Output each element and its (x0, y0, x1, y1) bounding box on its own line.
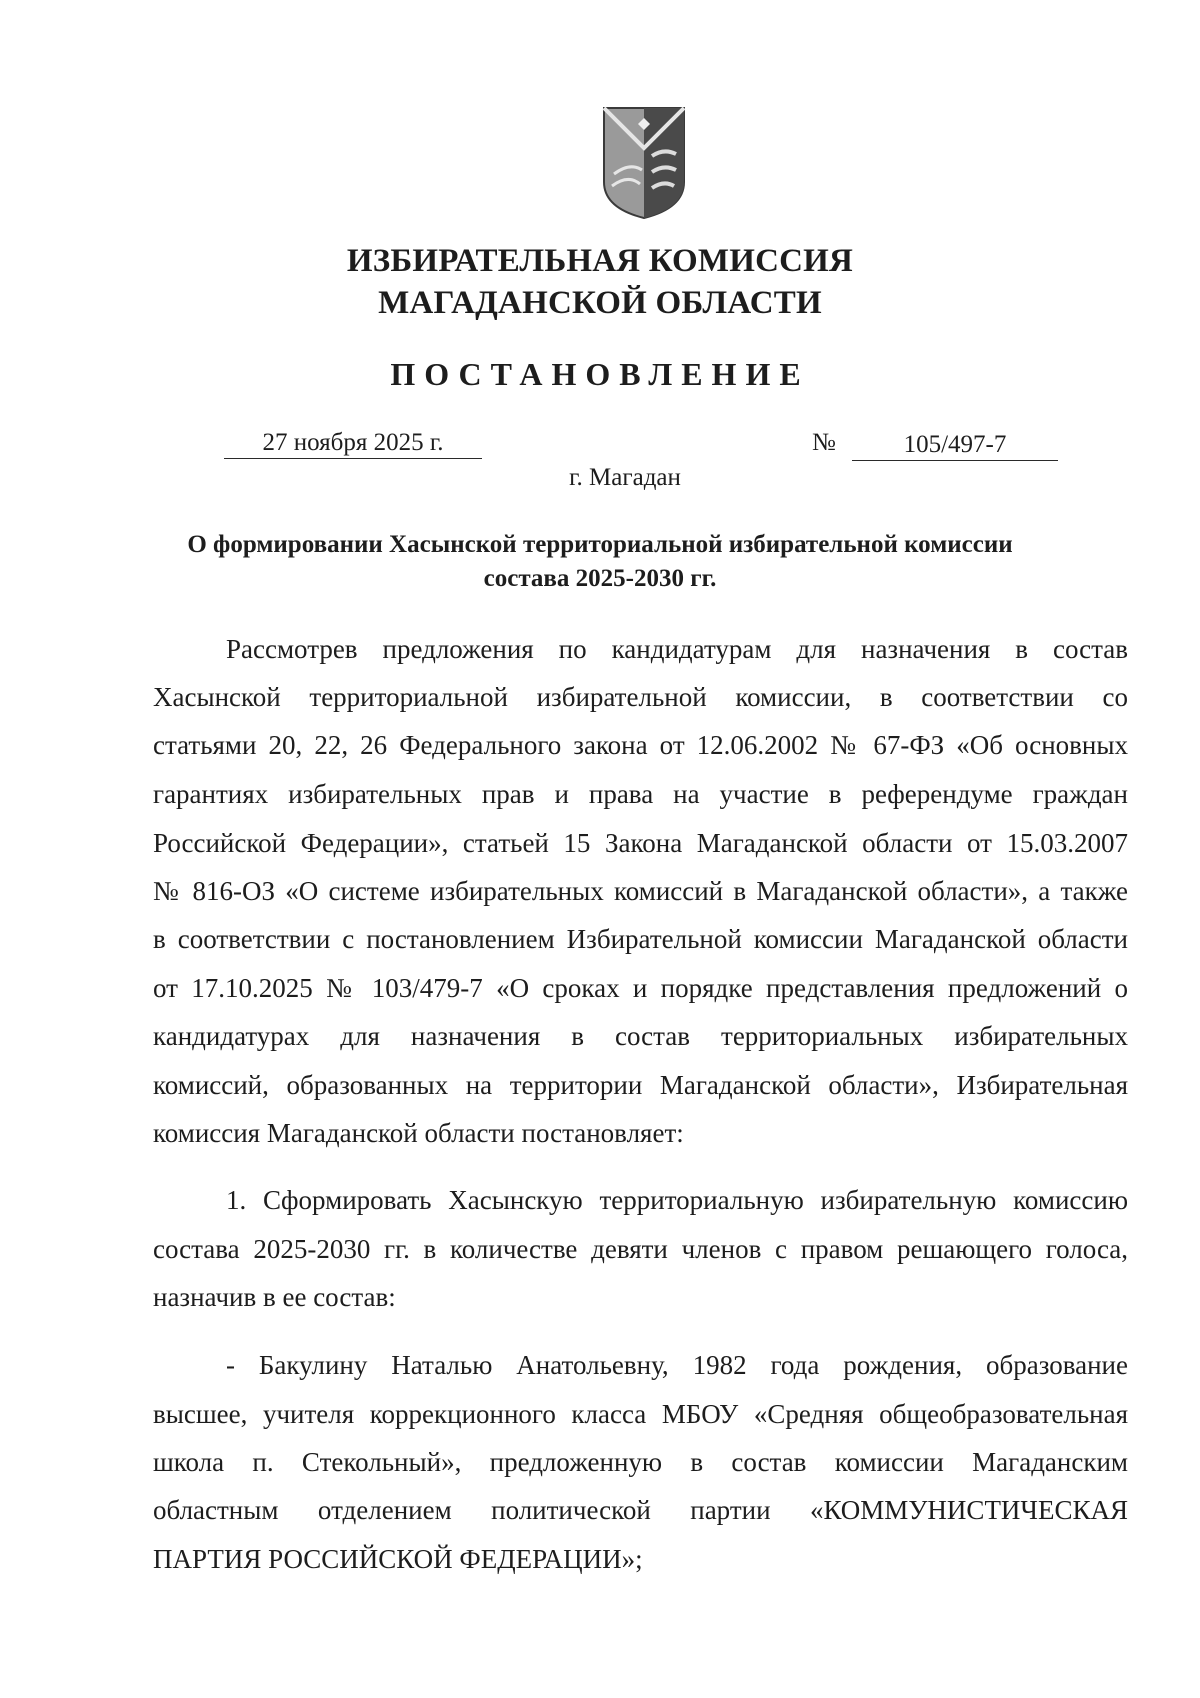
preamble-line: Рассмотрев предложения по кандидатурам для назначения в состав (226, 634, 1128, 664)
document-date: 27 ноября 2025 г. (224, 428, 482, 459)
preamble-line: кандидатурах для назначения в состав территориальных избирательных (153, 1021, 1128, 1051)
member1-line: высшее, учителя коррекционного класса МБОУ «Средняя общеобразовательная (153, 1399, 1128, 1429)
preamble-line: от 17.10.2025 № 103/479-7 «О сроках и порядке представления предложений о (153, 973, 1128, 1003)
member1-line: школа п. Стекольный», предложенную в состав комиссии Магаданским (153, 1447, 1128, 1477)
number-sign: № (812, 429, 836, 456)
organization-name-line2: МАГАДАНСКОЙ ОБЛАСТИ (378, 285, 822, 321)
document-number: 105/497-7 (852, 430, 1058, 461)
subject-line1: О формировании Хасынской территориальной избирательной комиссии (187, 531, 1013, 558)
preamble-line: в соответствии с постановлением Избирательной комиссии Магаданской области (153, 924, 1128, 954)
preamble-line: комиссия Магаданской области постановляет: (153, 1118, 684, 1148)
document-city: г. Магадан (569, 464, 681, 491)
preamble-line: статьями 20, 22, 26 Федерального закона от 12.06.2002 № 67-ФЗ «Об основных (153, 730, 1128, 760)
subject-line2: состава 2025-2030 гг. (483, 565, 717, 592)
member1-line: областным отделением политической партии «КОММУНИСТИЧЕСКАЯ (153, 1495, 1128, 1525)
member1-line: ПАРТИЯ РОССИЙСКОЙ ФЕДЕРАЦИИ»; (153, 1544, 643, 1574)
preamble-line: Хасынской территориальной избирательной комиссии, в соответствии со (153, 682, 1128, 712)
preamble-line: № 816-ОЗ «О системе избирательных комиссий в Магаданской области», а также (153, 876, 1128, 906)
preamble-line: комиссий, образованных на территории Магаданской области», Избирательная (153, 1070, 1128, 1100)
preamble-line: гарантиях избирательных прав и права на участие в референдуме граждан (153, 779, 1128, 809)
member1-line: - Бакулину Наталью Анатольевну, 1982 года рождения, образование (226, 1350, 1128, 1380)
document-type: ПОСТАНОВЛЕНИЕ (390, 356, 810, 392)
preamble-line: Российской Федерации», статьей 15 Закона Магаданской области от 15.03.2007 (153, 828, 1128, 858)
organization-name-line1: ИЗБИРАТЕЛЬНАЯ КОМИССИЯ (346, 243, 854, 279)
coat-of-arms-icon (600, 104, 688, 222)
item1-line: состава 2025-2030 гг. в количестве девяти членов с правом решающего голоса, (153, 1234, 1128, 1264)
item1-line: 1. Сформировать Хасынскую территориальную избирательную комиссию (226, 1185, 1128, 1215)
item1-line: назначив в ее состав: (153, 1282, 396, 1312)
